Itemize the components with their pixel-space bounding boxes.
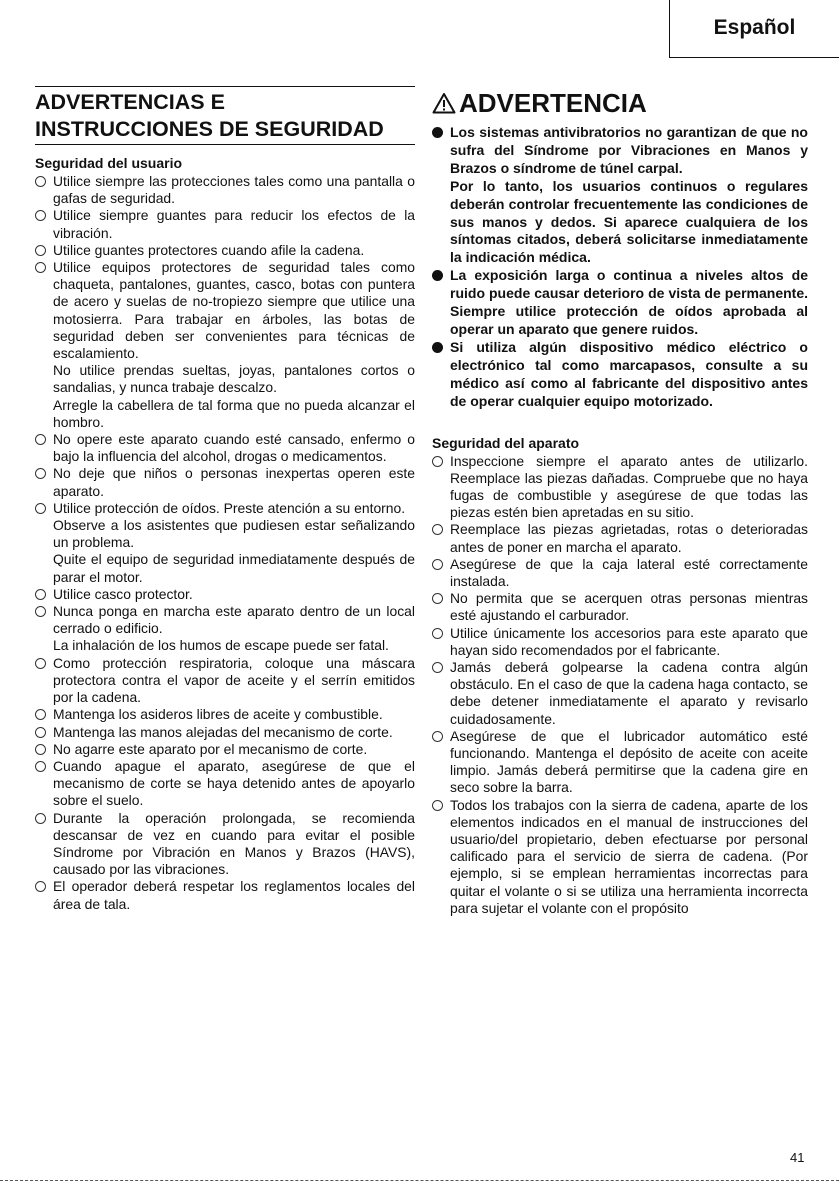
- list-item-text: Por lo tanto, los usuarios continuos o regulares deberán controlar frecuentemente las condiciones de sus manos y dedos. Si aparece cualquiera de los síntomas citados, deberá solicitarse inmediatamente la indicación médica.: [450, 177, 808, 266]
- list-item-text: Asegúrese de que el lubricador automático esté funcionando. Mantenga el depósito de aceite con aceite limpio. Jamás deberá permitirse que la cadena gire en seco sobre la barra.: [450, 727, 808, 796]
- warning-heading: [432, 88, 808, 118]
- list-item-text: Utilice protección de oídos. Preste atención a su entorno.: [53, 499, 406, 516]
- list-item-text: No utilice prendas sueltas, joyas, pantalones cortos o sandalias, y nunca trabaje descalzo.: [53, 362, 415, 396]
- list-item-text: La exposición larga o continua a niveles altos de ruido puede causar deterioro de vista de permanente. Siempre utilice protección de oídos aprobada al operar un aparato que genere ruidos.: [450, 267, 808, 337]
- list-item: [35, 431, 415, 465]
- list-item-text: Inspeccione siempre el aparato antes de utilizarlo. Reemplace las piezas dañadas. Compruebe que no haya fugas de combustible y asegúrese de que todas las piezas estén bien apretadas en su sitio.: [450, 452, 808, 521]
- list-item: [432, 659, 808, 728]
- list-item: [432, 556, 808, 590]
- list-item-text: Mantenga los asideros libres de aceite y combustible.: [53, 706, 383, 723]
- list-item: [35, 810, 415, 879]
- list-item-text: Mantenga las manos alejadas del mecanismo de corte.: [53, 723, 393, 740]
- user-safety-list: [35, 173, 415, 913]
- language-tab: Español: [669, 0, 839, 58]
- list-item: [35, 207, 415, 241]
- list-item-text: No opere este aparato cuando esté cansado, enfermo o bajo la influencia del alcohol, drogas o medicamentos.: [53, 431, 415, 465]
- list-item: [35, 500, 415, 586]
- list-item-text: Reemplace las piezas agrietadas, rotas o deterioradas antes de poner en marcha el aparato.: [450, 521, 808, 555]
- right-column: [432, 86, 808, 917]
- list-item-text: Si utiliza algún dispositivo médico eléctrico o electrónico tal como marcapasos, consulte a su médico así como al fabricante del dispositivo antes de operar cualquier equipo motorizado.: [450, 338, 808, 409]
- section-heading-machine-safety: Seguridad del aparato: [432, 434, 580, 451]
- list-item-text: Utilice siempre guantes para reducir los efectos de la vibración.: [53, 207, 415, 241]
- list-item-text: El operador deberá respetar los reglamentos locales del área de tala.: [53, 878, 415, 912]
- warning-title: ADVERTENCIA: [459, 88, 647, 118]
- machine-safety-list: [432, 453, 808, 917]
- list-item-text: La inhalación de los humos de escape puede ser fatal.: [53, 637, 389, 654]
- list-item: [432, 797, 808, 917]
- list-item-text: Como protección respiratoria, coloque una máscara protectora contra el vapor de aceite y el serrín emitidos por la cadena.: [53, 654, 415, 706]
- list-item-text: Durante la operación prolongada, se recomienda descansar de vez en cuando para evitar el posible Síndrome por Vibración en Manos y Brazos (HAVS), causado por las vibraciones.: [53, 809, 415, 878]
- left-column: [35, 86, 415, 913]
- warning-triangle-icon: [432, 92, 456, 114]
- list-item-text: Arregle la cabellera de tal forma que no pueda alcanzar el hombro.: [53, 396, 415, 430]
- list-item-text: Utilice siempre las protecciones tales como una pantalla o gafas de seguridad.: [53, 173, 415, 207]
- list-item: [35, 655, 415, 707]
- list-item: [432, 521, 808, 555]
- list-item: [35, 706, 415, 723]
- list-item-text: Observe a los asistentes que pudiesen estar señalizando un problema.: [53, 517, 415, 551]
- title-line-2: INSTRUCCIONES DE SEGURIDAD: [35, 117, 384, 141]
- list-item: [35, 603, 415, 655]
- list-item-text: Los sistemas antivibratorios no garantizan de que no sufra del Síndrome por Vibraciones en Manos y Brazos o síndrome de túnel carpal.: [450, 124, 808, 176]
- list-item: [35, 724, 415, 741]
- list-item: [35, 259, 415, 431]
- list-item-text: Utilice casco protector.: [53, 585, 193, 602]
- list-item: [35, 242, 415, 259]
- list-item: [432, 267, 808, 339]
- list-item: [35, 741, 415, 758]
- list-item-text: Quite el equipo de seguridad inmediatamente después de parar el motor.: [53, 551, 415, 585]
- list-item-text: No agarre este aparato por el mecanismo de corte.: [53, 740, 368, 757]
- list-item: [35, 758, 415, 810]
- list-item-text: Nunca ponga en marcha este aparato dentro de un local cerrado o edificio.: [53, 603, 415, 637]
- title-line-1: ADVERTENCIAS E: [35, 90, 225, 114]
- list-item: [432, 453, 808, 522]
- list-item: [35, 173, 415, 207]
- page-title: [35, 86, 415, 145]
- list-item: [35, 465, 415, 499]
- section-heading-user-safety: Seguridad del usuario: [35, 155, 183, 171]
- list-item-text: Asegúrese de que la caja lateral esté correctamente instalada.: [450, 555, 808, 589]
- list-item: [432, 339, 808, 411]
- list-item: [35, 878, 415, 912]
- list-item-text: Utilice únicamente los accesorios para este aparato que hayan sido recomendados por el fabricante.: [450, 624, 808, 658]
- list-item: [432, 625, 808, 659]
- list-item-text: No deje que niños o personas inexpertas operen este aparato.: [53, 465, 415, 499]
- list-item-text: Utilice equipos protectores de seguridad tales como chaqueta, pantalones, guantes, casco, botas con puntera de acero y suelas de no-tropiezo siempre que utilice una motosierra. Para trabajar en árboles, las botas de seguridad deben ser convenientes para técnicas de escalamiento.: [53, 259, 415, 362]
- list-item: [35, 586, 415, 603]
- list-item: [432, 590, 808, 624]
- warning-list: [432, 124, 808, 411]
- bottom-divider: [0, 1180, 839, 1181]
- list-item-text: Todos los trabajos con la sierra de cadena, aparte de los elementos indicados en el manual de instrucciones del usuario/del propietario, deben efectuarse por personal calificado para el servicio de sierra de cadena. (Por ejemplo, si se emplean herramientas incorrectas para quitar el volante o si se utiliza una herramienta incorrecta para sujetar el volante con el propósito: [450, 796, 808, 916]
- page-number: 41: [790, 1150, 805, 1165]
- list-item-text: Utilice guantes protectores cuando afile la cadena.: [53, 241, 365, 258]
- list-item: [432, 124, 808, 267]
- list-item-text: Jamás deberá golpearse la cadena contra algún obstáculo. En el caso de que la cadena haga contacto, se debe detener inmediatamente el aparato y revisarlo cuidadosamente.: [450, 658, 808, 727]
- list-item-text: No permita que se acerquen otras personas mientras esté ajustando el carburador.: [450, 590, 808, 624]
- list-item-text: Cuando apague el aparato, asegúrese de que el mecanismo de corte se haya detenido antes de apoyarlo sobre el suelo.: [53, 757, 415, 809]
- list-item: [432, 728, 808, 797]
